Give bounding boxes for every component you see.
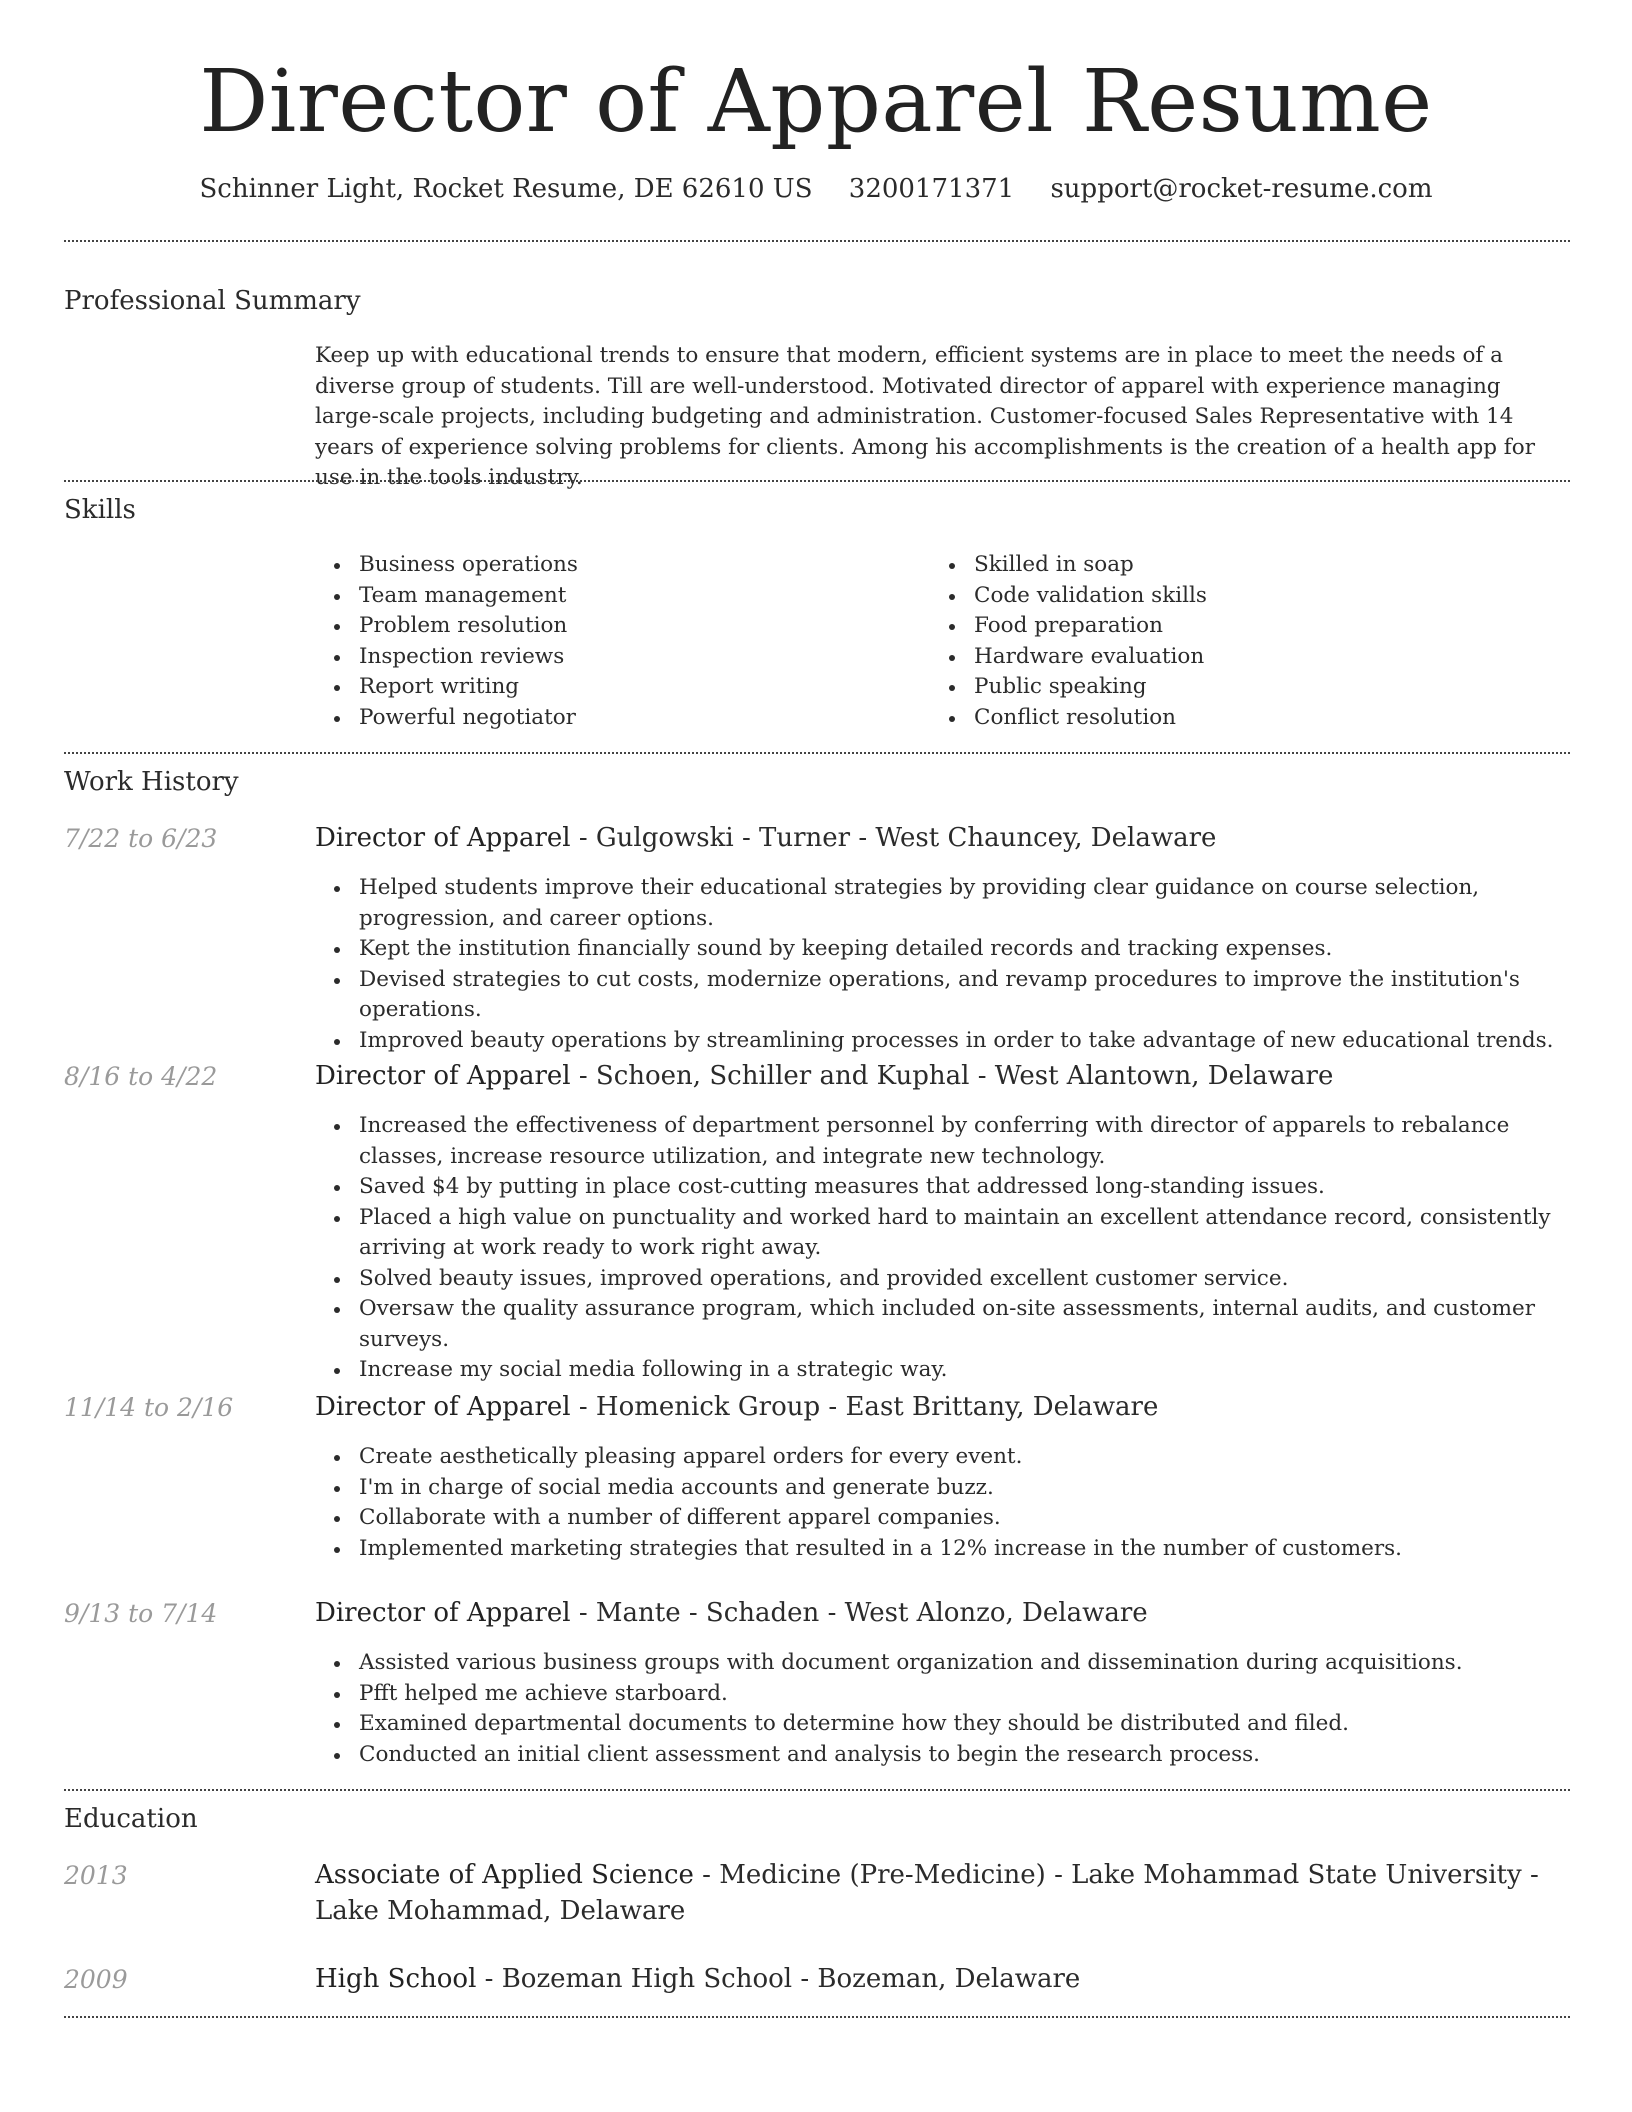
job-bullets bbox=[315, 1442, 1580, 1564]
job-bullet: Examined departmental documents to determine how they should be distributed and filed. bbox=[315, 1709, 1580, 1740]
job-bullet: Improved beauty operations by streamlining processes in order to take advantage of new educational trends. bbox=[315, 1026, 1580, 1057]
job-role: Director of Apparel bbox=[315, 823, 571, 853]
skills-list-right bbox=[930, 550, 1550, 733]
job-bullet: I'm in charge of social media accounts and generate buzz. bbox=[315, 1473, 1580, 1504]
job-bullet: Conducted an initial client assessment and analysis to begin the research process. bbox=[315, 1740, 1580, 1771]
skill-item: Powerful negotiator bbox=[315, 703, 915, 734]
section-heading-education: Education bbox=[64, 1804, 198, 1834]
divider bbox=[64, 1789, 1570, 1791]
skill-item: Business operations bbox=[315, 550, 915, 581]
job-details: - Homenick Group - East Brittany, Delaware bbox=[570, 1392, 1159, 1422]
skill-item: Hardware evaluation bbox=[930, 642, 1550, 673]
education-entry bbox=[315, 1857, 1570, 1929]
skill-item: Problem resolution bbox=[315, 611, 915, 642]
education-degree: High School bbox=[315, 1964, 477, 1994]
skill-item: Report writing bbox=[315, 672, 915, 703]
summary-text: Keep up with educational trends to ensure that modern, efficient systems are in place to meet the needs of a diverse group of students. Till are well-understood. Motivated director of apparel with experience managing large-scale projects, including budgeting and administration. Customer-focused Sales Representative with 14 years of experience solving problems for clients. Among his accomplishments is the creation of a health app for use in the tools industry. bbox=[315, 343, 1535, 490]
job-title bbox=[315, 1058, 1570, 1094]
skill-item: Skilled in soap bbox=[930, 550, 1550, 581]
job-bullet: Placed a high value on punctuality and worked hard to maintain an excellent attendance record, consistently arriving at work ready to work right away. bbox=[315, 1203, 1580, 1264]
job-bullet: Collaborate with a number of different apparel companies. bbox=[315, 1503, 1580, 1534]
job-dates: 8/16 to 4/22 bbox=[64, 1062, 218, 1091]
job-bullet: Pfft helped me achieve starboard. bbox=[315, 1679, 1580, 1710]
job-dates: 9/13 to 7/14 bbox=[64, 1599, 218, 1628]
job-title bbox=[315, 1389, 1570, 1425]
skill-item: Inspection reviews bbox=[315, 642, 915, 673]
skill-item: Public speaking bbox=[930, 672, 1550, 703]
job-role: Director of Apparel bbox=[315, 1598, 571, 1628]
education-year: 2013 bbox=[64, 1861, 128, 1890]
skill-item: Conflict resolution bbox=[930, 703, 1550, 734]
job-bullet: Increase my social media following in a strategic way. bbox=[315, 1355, 1580, 1386]
education-year: 2009 bbox=[64, 1965, 128, 1994]
job-role: Director of Apparel bbox=[315, 1061, 571, 1091]
job-bullet: Saved $4 by putting in place cost-cutting measures that addressed long-standing issues. bbox=[315, 1172, 1580, 1203]
job-bullet: Kept the institution financially sound by keeping detailed records and tracking expenses. bbox=[315, 934, 1580, 965]
job-title bbox=[315, 1595, 1570, 1631]
divider bbox=[64, 752, 1570, 754]
contact-line bbox=[0, 172, 1632, 206]
job-bullet: Create aesthetically pleasing apparel orders for every event. bbox=[315, 1442, 1580, 1473]
contact-address: Schinner Light, Rocket Resume, DE 62610 US bbox=[199, 174, 813, 204]
skill-item: Code validation skills bbox=[930, 581, 1550, 612]
job-bullet: Oversaw the quality assurance program, which included on-site assessments, internal audits, and customer surveys. bbox=[315, 1294, 1580, 1355]
contact-phone: 3200171371 bbox=[848, 174, 1015, 204]
divider bbox=[64, 2016, 1570, 2018]
job-details: - Schoen, Schiller and Kuphal - West Alantown, Delaware bbox=[570, 1061, 1334, 1091]
job-role: Director of Apparel bbox=[315, 1392, 571, 1422]
section-heading-summary: Professional Summary bbox=[64, 286, 361, 316]
job-bullets bbox=[315, 873, 1580, 1056]
job-bullet: Implemented marketing strategies that resulted in a 12% increase in the number of customers. bbox=[315, 1534, 1580, 1565]
divider bbox=[64, 240, 1570, 242]
job-bullets bbox=[315, 1648, 1580, 1770]
job-bullet: Solved beauty issues, improved operations, and provided excellent customer service. bbox=[315, 1264, 1580, 1295]
job-title bbox=[315, 820, 1570, 856]
job-dates: 7/22 to 6/23 bbox=[64, 824, 218, 853]
job-bullets bbox=[315, 1111, 1580, 1386]
skill-item: Team management bbox=[315, 581, 915, 612]
job-dates: 11/14 to 2/16 bbox=[64, 1393, 234, 1422]
section-heading-skills: Skills bbox=[64, 495, 136, 525]
job-details: - Gulgowski - Turner - West Chauncey, Delaware bbox=[570, 823, 1217, 853]
skill-item: Food preparation bbox=[930, 611, 1550, 642]
education-details: - Medicine (Pre-Medicine) - Lake Mohammad State University - Lake Mohammad, Delaware bbox=[315, 1860, 1539, 1926]
contact-email: support@rocket-resume.com bbox=[1050, 174, 1433, 204]
job-bullet: Devised strategies to cut costs, modernize operations, and revamp procedures to improve the institution's operations. bbox=[315, 965, 1580, 1026]
job-bullet: Increased the effectiveness of department personnel by conferring with director of apparels to rebalance classes, increase resource utilization, and integrate new technology. bbox=[315, 1111, 1580, 1172]
education-degree: Associate of Applied Science bbox=[315, 1860, 694, 1890]
education-entry bbox=[315, 1961, 1570, 1997]
education-details: - Bozeman High School - Bozeman, Delaware bbox=[476, 1964, 1081, 1994]
divider bbox=[64, 480, 1570, 482]
section-heading-work: Work History bbox=[64, 767, 239, 797]
job-bullet: Assisted various business groups with document organization and dissemination during acquisitions. bbox=[315, 1648, 1580, 1679]
skills-list-left bbox=[315, 550, 915, 733]
job-details: - Mante - Schaden - West Alonzo, Delaware bbox=[570, 1598, 1148, 1628]
job-bullet: Helped students improve their educational strategies by providing clear guidance on course selection, progression, and career options. bbox=[315, 873, 1580, 934]
resume-title: Director of Apparel Resume bbox=[199, 52, 1433, 152]
